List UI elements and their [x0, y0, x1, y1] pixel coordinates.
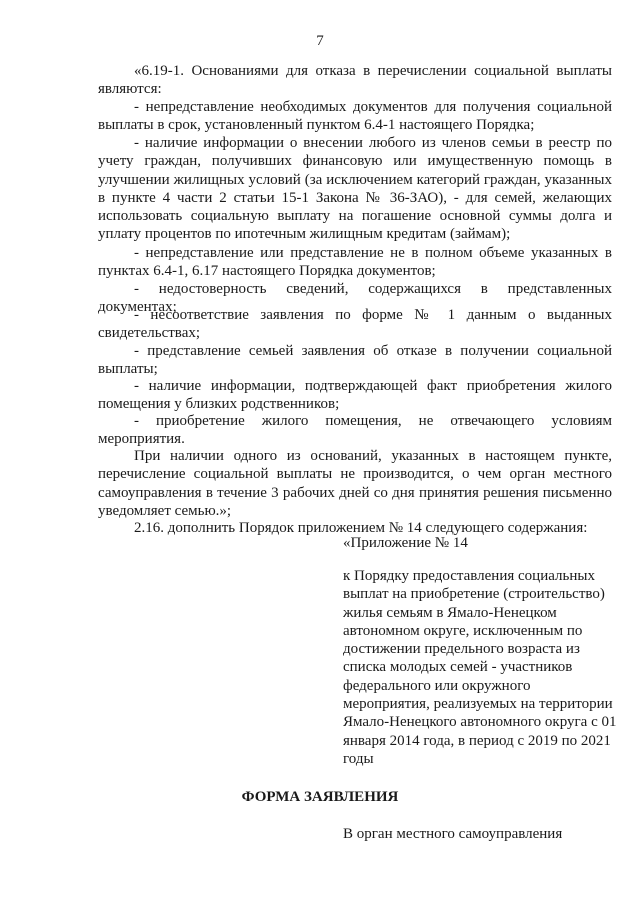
list-item-refusal: - представление семьей заявления об отказе в получении социальной выплаты;: [98, 343, 612, 378]
appendix-title: «Приложение № 14: [343, 535, 468, 551]
form-title: ФОРМА ЗАЯВЛЕНИЯ: [241, 789, 399, 805]
list-item-registry-info: - наличие информации о внесении любого из членов семьи в реестр по учету граждан, получивших финансовую или имущественную помощь в улучшении жилищных условий (за исключением категорий граждан, указанных в пункте 4 части 2 статьи 15-1 Закона № 36-ЗАО), - для семей, желающих использовать социальную выплату на погашение основной суммы долга и уплату процентов по ипотечным жилищным кредитам (займам);: [98, 135, 612, 243]
paragraph-consequence: При наличии одного из оснований, указанных в настоящем пункте, перечисление социальной выплаты не производится, о чем орган местного самоуправления в течение 3 рабочих дней со дня принятия решения письменно уведомляет семью.»;: [98, 448, 612, 519]
list-item-relatives: - наличие информации, подтверждающей факт приобретения жилого помещения у близких родственников;: [98, 378, 612, 413]
list-item-form-mismatch: - несоответствие заявления по форме № 1 данным о выданных свидетельствах;: [98, 307, 612, 342]
list-item-nonsubmission: - непредставление необходимых документов для получения социальной выплаты в срок, установленный пунктом 6.4-1 настоящего Порядка;: [98, 99, 612, 134]
page-number: 7: [316, 33, 324, 49]
appendix-body: к Порядку предоставления социальных выплат на приобретение (строительство) жилья семьям в Ямало-Ненецком автономном округе, исключенным по достижении предельного возраста из списка молодых семей - участников федерального или окружного мероприятия, реализуемых на территории Ямало-Ненецкого автономного округа с 01 января 2014 года, в период с 2019 по 2021 годы: [343, 568, 617, 767]
list-item-nonconforming: - приобретение жилого помещения, не отвечающего условиям мероприятия.: [98, 413, 612, 448]
addressee-line: В орган местного самоуправления: [343, 826, 563, 842]
paragraph-grounds-intro: «6.19-1. Основаниями для отказа в перечислении социальной выплаты являются:: [98, 63, 612, 98]
paragraph-amendment: 2.16. дополнить Порядок приложением № 14 следующего содержания:: [134, 520, 588, 536]
list-item-unreliable-info: - недостоверность сведений, содержащихся в представленных документах;: [98, 281, 612, 316]
list-item-incomplete-docs: - непредставление или представление не в полном объеме указанных в пунктах 6.4-1, 6.17 настоящего Порядка документов;: [98, 245, 612, 280]
